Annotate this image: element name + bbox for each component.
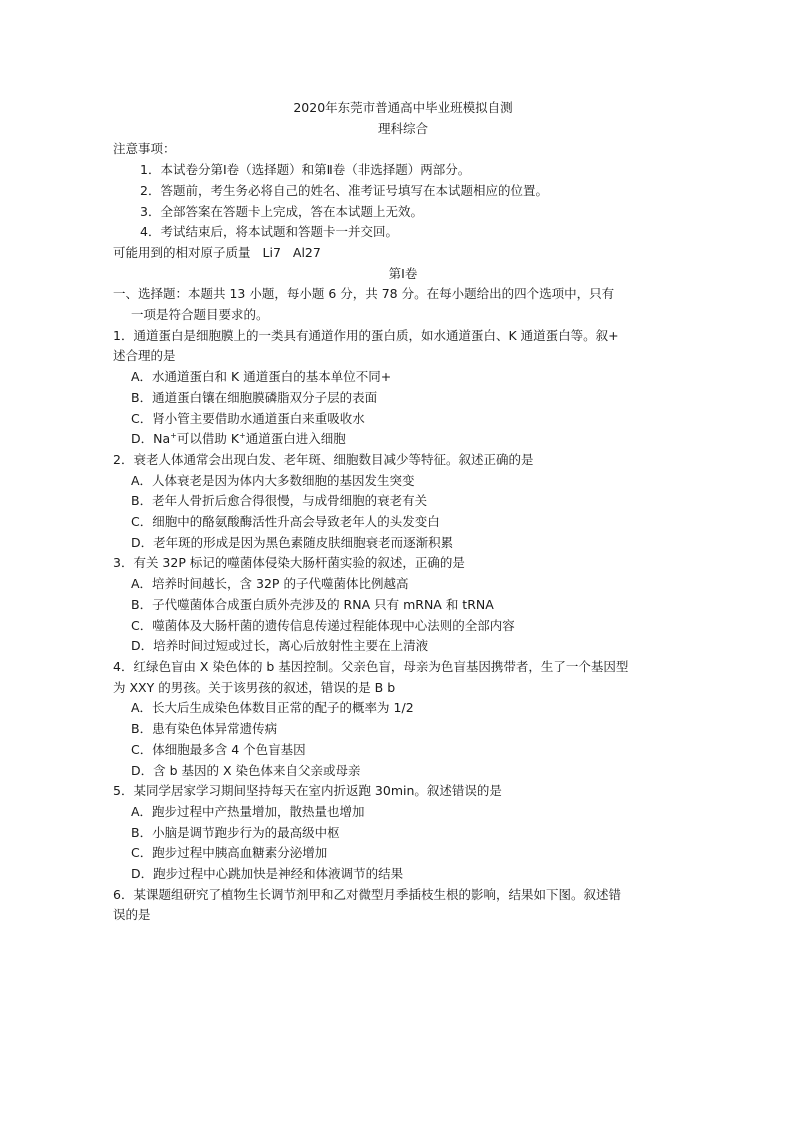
question-1 xyxy=(113,326,693,450)
option-d-middle: 可以借助 K xyxy=(176,431,240,447)
question-stem: 3．有关 32P 标记的噬菌体侵染大肠杆菌实验的叙述，正确的是 xyxy=(113,555,465,571)
atomic-mass-li: Li7 xyxy=(262,244,281,260)
option-a: A．跑步过程中产热量增加，散热量也增加 xyxy=(131,803,365,819)
section-intro: 一、选择题：本题共 13 小题，每小题 6 分，共 78 分。在每小题给出的四个选项中，只有 xyxy=(113,286,615,302)
option-c: C．体细胞最多含 4 个色盲基因 xyxy=(131,741,306,757)
question-5 xyxy=(113,781,693,885)
atomic-mass-line xyxy=(113,243,693,264)
option-b: B．子代噬菌体合成蛋白质外壳涉及的 RNA 只有 mRNA 和 tRNA xyxy=(131,596,494,612)
section-intro-cont: 一项是符合题目要求的。 xyxy=(131,307,269,323)
option-c: C．噬菌体及大肠杆菌的遗传信息传递过程能体现中心法则的全部内容 xyxy=(131,617,515,633)
option-a: A．长大后生成染色体数目正常的配子的概率为 1/2 xyxy=(131,700,414,716)
question-4 xyxy=(113,657,693,781)
question-stem: 1．通道蛋白是细胞膜上的一类具有通道作用的蛋白质，如水通道蛋白、K 通道蛋白等。叙+ xyxy=(113,327,619,343)
question-stem: 述合理的是 xyxy=(113,348,176,364)
notice-item: 1．本试卷分第Ⅰ卷（选择题）和第Ⅱ卷（非选择题）两部分。 xyxy=(140,162,471,178)
option-c: C．肾小管主要借助水通道蛋白来重吸收水 xyxy=(131,410,365,426)
option-d xyxy=(113,429,693,450)
exam-page xyxy=(113,98,693,926)
option-d: D．含 b 基因的 X 染色体来自父亲或母亲 xyxy=(131,762,361,778)
exam-title: 2020年东莞市普通高中毕业班模拟自测 xyxy=(293,100,513,115)
superscript-plus: + xyxy=(170,431,177,441)
notice-item: 2．答题前，考生务必将自己的姓名、准考证号填写在本试题相应的位置。 xyxy=(140,182,548,198)
option-a: A．水通道蛋白和 K 通道蛋白的基本单位不同+ xyxy=(131,369,392,385)
notice-item: 3．全部答案在答题卡上完成，答在本试题上无效。 xyxy=(140,203,423,219)
option-b: B．患有染色体异常遗传病 xyxy=(131,721,278,737)
question-stem: 5．某同学居家学习期间坚持每天在室内折返跑 30min。叙述错误的是 xyxy=(113,783,502,799)
option-a: A．培养时间越长，含 32P 的子代噬菌体比例越高 xyxy=(131,576,409,592)
option-b: B．老年人骨折后愈合得很慢，与成骨细胞的衰老有关 xyxy=(131,493,428,509)
option-a: A．人体衰老是因为体内大多数细胞的基因发生突变 xyxy=(131,472,415,488)
option-d: D．跑步过程中心跳加快是神经和体液调节的结果 xyxy=(131,866,404,882)
question-stem: 误的是 xyxy=(113,907,151,923)
option-b: B．小脑是调节跑步行为的最高级中枢 xyxy=(131,824,340,840)
option-c: C．跑步过程中胰高血糖素分泌增加 xyxy=(131,845,328,861)
notice-heading: 注意事项： xyxy=(113,141,176,157)
notice-item: 4．考试结束后，将本试题和答题卡一并交回。 xyxy=(140,224,398,240)
question-stem: 4．红绿色盲由 X 染色体的 b 基因控制。父亲色盲，母亲为色盲基因携带者，生了一个基因型 xyxy=(113,658,629,674)
option-c: C．细胞中的酪氨酸酶活性升高会导致老年人的头发变白 xyxy=(131,514,440,530)
atomic-mass-label: 可能用到的相对原子质量 xyxy=(113,244,251,260)
option-d: D．培养时间过短或过长，离心后放射性主要在上清液 xyxy=(131,638,429,654)
question-stem: 6．某课题组研究了植物生长调节剂甲和乙对微型月季插枝生根的影响，结果如下图。叙述错 xyxy=(113,886,621,902)
question-3 xyxy=(113,553,693,657)
question-stem: 2．衰老人体通常会出现白发、老年斑、细胞数目减少等特征。叙述正确的是 xyxy=(113,451,534,467)
question-stem: 为 XXY 的男孩。关于该男孩的叙述，错误的是 B b xyxy=(113,679,396,695)
atomic-mass-al: Al27 xyxy=(292,244,321,260)
question-6 xyxy=(113,885,693,926)
option-b: B．通道蛋白镶在细胞膜磷脂双分子层的表面 xyxy=(131,389,378,405)
question-2 xyxy=(113,450,693,554)
option-d: D．老年斑的形成是因为黑色素随皮肤细胞衰老而逐渐积累 xyxy=(131,534,454,550)
option-d-prefix: D．Na xyxy=(131,431,171,447)
option-d-suffix: 通道蛋白进入细胞 xyxy=(245,431,346,447)
superscript-plus: + xyxy=(239,431,246,441)
exam-subtitle: 理科综合 xyxy=(377,120,428,136)
section-title: 第Ⅰ卷 xyxy=(388,265,418,281)
